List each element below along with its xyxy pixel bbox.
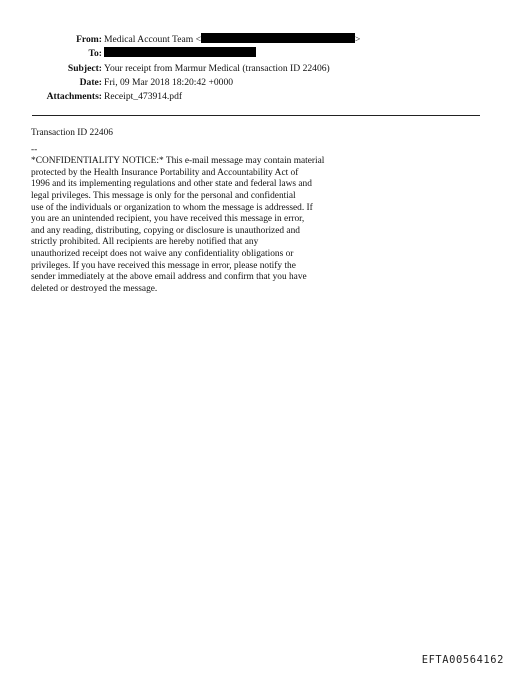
notice-line: sender immediately at the above email address and confirm that you have <box>31 272 307 283</box>
email-body <box>31 128 361 295</box>
notice-line: and any reading, distributing, copying or disclosure is unauthorized and <box>31 225 300 236</box>
from-close: > <box>355 34 361 45</box>
redaction-block <box>201 33 355 43</box>
transaction-line: Transaction ID 22406 <box>31 128 113 138</box>
attachments-label: Attachments: <box>46 91 102 103</box>
date-value: Fri, 09 Mar 2018 18:20:42 +0000 <box>104 76 234 88</box>
date-label: Date: <box>79 76 102 88</box>
email-header <box>0 33 512 104</box>
notice-line: deleted or destroyed the message. <box>31 283 158 294</box>
to-label: To: <box>88 48 102 60</box>
notice-line: privileges. If you have received this message in error, please notify the <box>31 260 296 271</box>
header-divider <box>32 115 480 116</box>
subject-value: Your receipt from Marmur Medical (transaction ID 22406) <box>104 62 330 74</box>
notice-line: 1996 and its implementing regulations and other state and federal laws and <box>31 179 312 190</box>
notice-line: strictly prohibited. All recipients are hereby notified that any <box>31 237 259 248</box>
notice-line: use of the individuals or organization to whom the message is addressed. If <box>31 202 313 213</box>
from-name: Medical Account Team < <box>104 34 202 45</box>
document-id: EFTA00564162 <box>421 654 504 666</box>
from-value <box>104 33 360 47</box>
subject-row <box>0 62 512 76</box>
attachments-row <box>0 90 512 104</box>
to-value <box>104 47 256 61</box>
redaction-block <box>104 47 256 57</box>
attachment-link[interactable]: Receipt_473914.pdf <box>104 91 183 103</box>
from-row <box>0 33 512 47</box>
to-row <box>0 47 512 61</box>
subject-label: Subject: <box>67 62 102 74</box>
notice-line: unauthorized receipt does not waive any confidentiality obligations or <box>31 248 294 259</box>
from-label: From: <box>76 34 102 45</box>
notice-line: protected by the Health Insurance Portability and Accountability Act of <box>31 167 299 178</box>
date-row <box>0 76 512 90</box>
signature-separator: -- <box>31 144 38 155</box>
notice-line: *CONFIDENTIALITY NOTICE:* This e-mail message may contain material <box>31 156 325 167</box>
notice-line: you are an unintended recipient, you have received this message in error, <box>31 214 305 225</box>
notice-line: legal privileges. This message is only for the personal and confidential <box>31 190 296 201</box>
